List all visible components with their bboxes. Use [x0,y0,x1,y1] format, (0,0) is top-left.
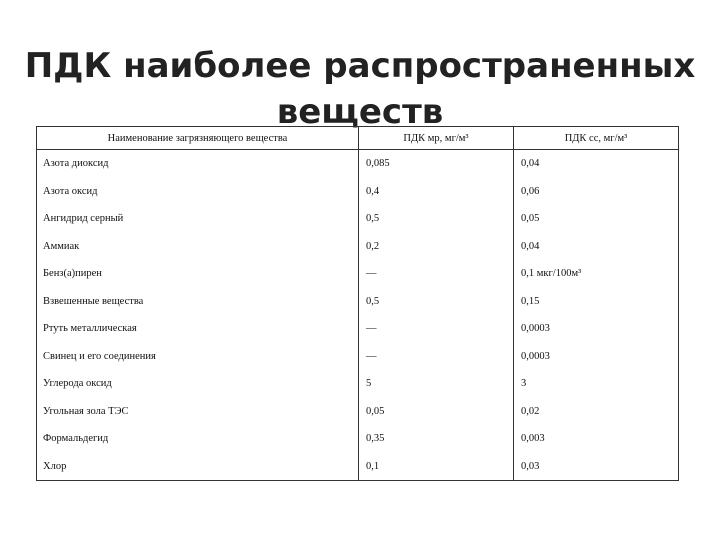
table-row [37,288,679,316]
page-title-line-1: ПДК наиболее распространенных [24,45,696,86]
pdk-mr-cell: 5 [359,370,514,398]
pdk-mr-cell: — [359,315,514,343]
substance-name-cell: Углерода оксид [37,370,359,398]
pdk-ss-cell: 0,04 [514,150,679,178]
table-header-row [37,127,679,150]
pdk-mr-cell: 0,4 [359,178,514,206]
table-body [37,150,679,481]
pdk-ss-cell: 0,02 [514,398,679,426]
pdk-mr-cell: 0,05 [359,398,514,426]
pdk-ss-cell: 0,03 [514,453,679,481]
table-row [37,453,679,481]
substance-name-cell: Формальдегид [37,425,359,453]
pdk-mr-cell: 0,1 [359,453,514,481]
pdk-mr-cell: 0,2 [359,233,514,261]
pdk-ss-cell: 0,1 мкг/100м³ [514,260,679,288]
substance-name-cell: Аммиак [37,233,359,261]
pdk-mr-cell: — [359,260,514,288]
pdk-mr-cell: 0,5 [359,288,514,316]
table-row [37,205,679,233]
pdk-ss-cell: 3 [514,370,679,398]
table-row [37,398,679,426]
table-row [37,370,679,398]
pdk-mr-cell: 0,5 [359,205,514,233]
header-pdk-ss: ПДК сс, мг/м³ [514,127,679,150]
table-row [37,233,679,261]
pdk-ss-cell: 0,05 [514,205,679,233]
pdk-mr-cell: 0,35 [359,425,514,453]
pdk-ss-cell: 0,15 [514,288,679,316]
substance-name-cell: Ангидрид серный [37,205,359,233]
table-row [37,343,679,371]
pdk-mr-cell: 0,085 [359,150,514,178]
pdk-ss-cell: 0,04 [514,233,679,261]
table-row [37,425,679,453]
substance-name-cell: Хлор [37,453,359,481]
substance-name-cell: Азота диоксид [37,150,359,178]
table-row [37,260,679,288]
table-row [37,178,679,206]
pdk-ss-cell: 0,06 [514,178,679,206]
pdk-ss-cell: 0,0003 [514,343,679,371]
pdk-table [36,126,679,481]
page-title-line-2: веществ [276,91,444,132]
table-row [37,150,679,178]
pdk-mr-cell: — [359,343,514,371]
substance-name-cell: Угольная зола ТЭС [37,398,359,426]
pdk-ss-cell: 0,003 [514,425,679,453]
header-substance-name: Наименование загрязняющего вещества [37,127,359,150]
substance-name-cell: Азота оксид [37,178,359,206]
page-title [0,43,720,135]
substance-name-cell: Свинец и его соединения [37,343,359,371]
header-pdk-mr: ПДК мр, мг/м³ [359,127,514,150]
substance-name-cell: Бенз(а)пирен [37,260,359,288]
substance-name-cell: Ртуть металлическая [37,315,359,343]
substance-name-cell: Взвешенные вещества [37,288,359,316]
pdk-ss-cell: 0,0003 [514,315,679,343]
table-row [37,315,679,343]
